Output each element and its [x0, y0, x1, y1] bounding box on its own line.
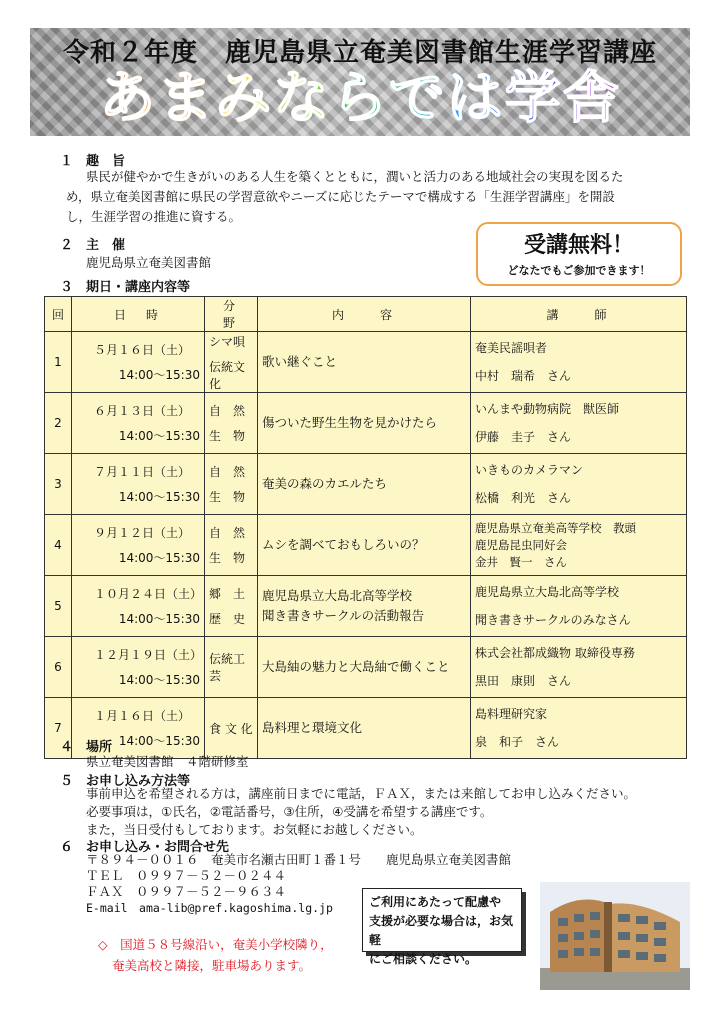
table-row	[45, 393, 687, 454]
session-field	[205, 515, 258, 576]
contact-fax: ＦＡＸ ０９９７－５２－９６３４	[86, 884, 287, 899]
header-lecturer: 講 師	[471, 297, 687, 332]
section-1-line-1: 県民が健やかで生きがいのある人生を築くとともに，潤いと活力のある地域社会の実現を図るた	[86, 169, 624, 184]
session-datetime	[72, 393, 205, 454]
session-date: １２月１９日（土）	[94, 648, 203, 662]
session-field-line: 生 物	[209, 490, 246, 504]
session-field	[205, 332, 258, 393]
session-date: １月１６日（土）	[94, 709, 191, 723]
header-content: 内 容	[258, 297, 471, 332]
assistance-line-3: にご相談ください。	[369, 952, 478, 966]
header-date: 日 時	[72, 297, 205, 332]
session-number: 7	[45, 698, 72, 759]
session-content-line: 大島紬の魅力と大島紬で働くこと	[262, 659, 450, 674]
lecturer-line: 奄美民謡唄者	[475, 341, 548, 355]
banner-main-title: あまみならでは学舎	[30, 68, 690, 130]
lecturer-line: 鹿児島県立大島北高等学校	[475, 585, 620, 599]
session-date: １０月２４日（土）	[94, 587, 203, 601]
assistance-line-1: ご利用にあたって配慮や	[369, 895, 502, 909]
session-lecturer	[471, 515, 687, 576]
lecturer-line: 金井 賢一 さん	[475, 554, 567, 569]
free-admission-badge	[476, 222, 682, 286]
section-4-body: 県立奄美図書館 ４階研修室	[86, 754, 249, 769]
lecturer-line: 中村 瑞希 さん	[475, 369, 572, 383]
session-time: 14:00～15:30	[118, 429, 200, 443]
session-lecturer	[471, 332, 687, 393]
session-date: ９月１２日（土）	[94, 526, 191, 540]
session-datetime	[72, 576, 205, 637]
session-field	[205, 576, 258, 637]
header-no: 回	[45, 297, 72, 332]
access-note-line-1: ◇ 国道５８号線沿い，奄美小学校隣り，	[98, 937, 333, 952]
session-time: 14:00～15:30	[118, 612, 200, 626]
session-field	[205, 393, 258, 454]
section-5-line-1: 事前申込を希望される方は，講座前日までに電話，ＦＡＸ，または来館してお申し込みください。	[86, 786, 637, 801]
section-2-body: 鹿児島県立奄美図書館	[86, 255, 212, 270]
access-note-line-2: 奄美高校と隣接，駐車場あります。	[112, 958, 312, 973]
schedule-body	[45, 332, 687, 759]
session-datetime	[72, 454, 205, 515]
section-2-heading: ２ 主 催	[60, 238, 126, 253]
session-time: 14:00～15:30	[118, 490, 200, 504]
session-field-line: 郷 土	[209, 587, 246, 601]
header-field: 分 野	[205, 297, 258, 332]
session-content-line: 奄美の森のカエルたち	[262, 476, 388, 491]
table-row	[45, 515, 687, 576]
session-field	[205, 698, 258, 759]
section-1-heading: １ 趣 旨	[60, 154, 126, 169]
library-building-image	[540, 882, 690, 990]
session-content-line: 傷ついた野生生物を見かけたら	[262, 415, 438, 430]
session-content	[258, 454, 471, 515]
session-field-line: シマ唄	[209, 334, 246, 349]
schedule-table	[44, 296, 687, 759]
session-number: 4	[45, 515, 72, 576]
section-5-line-2: 必要事項は，①氏名，②電話番号，③住所，④受講を希望する講座です。	[86, 804, 493, 819]
session-time: 14:00～15:30	[118, 368, 200, 382]
contact-tel: ＴＥＬ ０９９７－５２－０２４４	[86, 868, 287, 883]
session-content	[258, 576, 471, 637]
session-date: ７月１１日（土）	[94, 465, 191, 479]
session-lecturer	[471, 576, 687, 637]
session-field-line: 自 然	[209, 526, 246, 540]
table-row	[45, 454, 687, 515]
session-date: ６月１３日（土）	[94, 404, 191, 418]
banner-title: 令和２年度 鹿児島県立奄美図書館生涯学習講座	[62, 38, 657, 68]
lecturer-line: 聞き書きサークルのみなさん	[475, 613, 631, 627]
lecturer-line: 鹿児島県立奄美高等学校 教頭	[475, 520, 636, 535]
session-field-line: 自 然	[209, 404, 246, 418]
lecturer-line: 伊藤 圭子 さん	[475, 430, 572, 444]
assistance-line-2: 支援が必要な場合は，お気軽	[369, 914, 514, 947]
section-1-line-2: め，県立奄美図書館に県民の学習意欲やニーズに応じたテーマで構成する「生涯学習講座」を開設	[66, 189, 615, 204]
table-row	[45, 576, 687, 637]
table-header-row	[45, 297, 687, 332]
session-time: 14:00～15:30	[118, 673, 200, 687]
free-badge-title: 受講無料！	[523, 233, 634, 258]
session-field	[205, 454, 258, 515]
session-field	[205, 637, 258, 698]
session-field-line: 伝統文化	[209, 359, 246, 391]
table-row	[45, 332, 687, 393]
session-content-line: 聞き書きサークルの活動報告	[262, 608, 425, 623]
lecturer-line: いんまや動物病院 獣医師	[475, 402, 620, 416]
session-number: 3	[45, 454, 72, 515]
lecturer-line: 島料理研究家	[475, 707, 548, 721]
session-lecturer	[471, 454, 687, 515]
session-field-line: 伝統工芸	[209, 652, 246, 683]
lecturer-line: 松橋 利光 さん	[475, 491, 572, 505]
session-content	[258, 698, 471, 759]
session-field-line: 生 物	[209, 429, 246, 443]
session-content	[258, 393, 471, 454]
session-content	[258, 515, 471, 576]
session-content	[258, 637, 471, 698]
contact-address: 〒８９４－００１６ 奄美市名瀬古田町１番１号 鹿児島県立奄美図書館	[86, 852, 512, 867]
table-row	[45, 698, 687, 759]
lecturer-line: 黒田 康則 さん	[475, 674, 572, 688]
session-datetime	[72, 332, 205, 393]
session-number: 5	[45, 576, 72, 637]
access-note	[98, 934, 333, 976]
lecturer-line: 泉 和子 さん	[475, 735, 560, 749]
session-field-line: 生 物	[209, 551, 246, 565]
session-lecturer	[471, 393, 687, 454]
session-content-line: ムシを調べておもしろいの？	[262, 537, 425, 552]
session-datetime	[72, 637, 205, 698]
session-content-line: 歌い継ぐこと	[262, 354, 338, 369]
session-content-line: 島料理と環境文化	[262, 720, 363, 735]
section-1-line-3: し，生涯学習の推進に資する。	[66, 209, 242, 224]
free-badge-subtitle: どなたでもご参加できます！	[507, 264, 651, 277]
session-number: 1	[45, 332, 72, 393]
contact-email: E-mail ama-lib@pref.kagoshima.lg.jp	[86, 901, 333, 915]
assistance-note-box	[362, 888, 522, 966]
section-6-heading: ６ お申し込み・お問合せ先	[60, 840, 230, 855]
table-row	[45, 637, 687, 698]
session-time: 14:00～15:30	[118, 551, 200, 565]
session-field-line: 歴 史	[209, 612, 246, 626]
session-number: 6	[45, 637, 72, 698]
session-lecturer	[471, 698, 687, 759]
section-3-heading: ３ 期日・講座内容等	[60, 280, 191, 295]
session-content	[258, 332, 471, 393]
session-date: ５月１６日（土）	[94, 343, 191, 357]
lecturer-line: 鹿児島昆虫同好会	[475, 537, 567, 552]
session-field-line: 食 文 化	[209, 721, 253, 736]
session-number: 2	[45, 393, 72, 454]
session-content-line: 鹿児島県立大島北高等学校	[262, 588, 413, 603]
section-4-heading: ４ 場所	[60, 740, 113, 755]
section-5-line-3: また，当日受付もしております。お気軽にお越しください。	[86, 822, 423, 837]
header-banner	[30, 28, 690, 136]
lecturer-line: いきものカメラマン	[475, 463, 584, 477]
session-datetime	[72, 515, 205, 576]
session-field-line: 自 然	[209, 465, 246, 479]
section-5-heading: ５ お申し込み方法等	[60, 774, 191, 789]
session-time: 14:00～15:30	[118, 734, 200, 748]
lecturer-line: 株式会社都成織物 取締役専務	[475, 646, 635, 660]
session-lecturer	[471, 637, 687, 698]
